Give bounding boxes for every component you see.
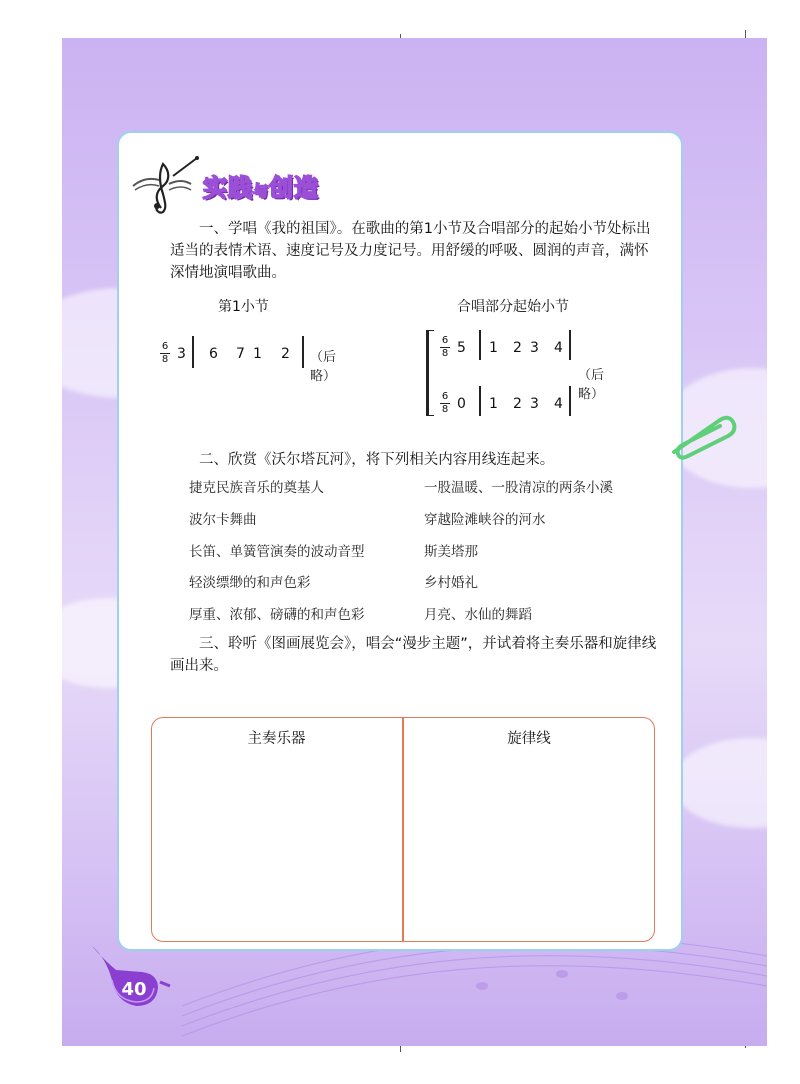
bar-line — [569, 330, 571, 360]
column-header-instrument: 主奏乐器 — [247, 731, 306, 747]
answer-cell-melody[interactable] — [405, 752, 653, 938]
match-right-item[interactable]: 穿越险滩峡谷的河水 — [424, 512, 546, 528]
omitted-mark: （后略） — [578, 368, 605, 402]
note: 6 — [209, 346, 218, 362]
bar-line — [479, 386, 481, 416]
match-right-item[interactable]: 斯美塔那 — [424, 544, 478, 560]
omitted-mark: （后略） — [310, 350, 337, 384]
note: 2 — [513, 396, 522, 412]
bar-line — [569, 386, 571, 416]
note: 1 — [489, 340, 498, 356]
time-signature: 6 8 — [441, 391, 449, 415]
note: 1 — [253, 346, 262, 362]
note: 4 — [554, 340, 563, 356]
time-signature: 6 8 — [161, 341, 169, 365]
note: 1 — [489, 396, 498, 412]
section1-instructions: 一、学唱《我的祖国》。在歌曲的第1小节及合唱部分的起始小节处标出适当的表情术语、速度记号及力度记号。用舒缓的呼吸、圆润的声音，满怀深情地演唱歌曲。 — [170, 221, 651, 281]
bar-line — [479, 330, 481, 360]
note: 2 — [513, 340, 522, 356]
note: 0 — [457, 396, 466, 412]
note: 3 — [530, 396, 539, 412]
answer-cell-instrument[interactable] — [153, 752, 400, 938]
treble-clef-icon — [125, 150, 205, 214]
label-first-measure: 第1小节 — [218, 299, 269, 315]
note: 3 — [530, 340, 539, 356]
table-divider — [402, 717, 404, 942]
match-left-item[interactable]: 厚重、浓郁、磅礴的和声色彩 — [189, 607, 365, 623]
section-header — [125, 150, 355, 220]
crop-mark — [400, 1046, 401, 1052]
section-title: 实践与创造 — [203, 174, 320, 202]
staff-brace — [426, 330, 434, 416]
column-header-melody: 旋律线 — [507, 731, 551, 747]
section3-instructions: 三、聆听《图画展览会》，唱会“漫步主题”，并试着将主奏乐器和旋律线画出来。 — [170, 636, 657, 674]
crop-mark — [745, 30, 746, 38]
note: 2 — [281, 346, 290, 362]
note: 5 — [457, 340, 466, 356]
paperclip-icon — [668, 412, 738, 462]
match-right-item[interactable]: 乡村婚礼 — [424, 575, 478, 591]
match-left-item[interactable]: 捷克民族音乐的奠基人 — [189, 480, 324, 496]
cloud-decoration — [672, 738, 767, 828]
match-right-item[interactable]: 一股温暖、一股清凉的两条小溪 — [424, 480, 613, 496]
time-signature: 6 8 — [441, 335, 449, 359]
match-left-item[interactable]: 轻淡缥缈的和声色彩 — [189, 575, 311, 591]
bar-line — [192, 336, 194, 368]
bar-line — [302, 336, 304, 368]
note: 7 — [236, 346, 245, 362]
match-right-item[interactable]: 月亮、水仙的舞蹈 — [424, 607, 532, 623]
match-left-item[interactable]: 长笛、单簧管演奏的波动音型 — [189, 544, 365, 560]
note: 3 — [177, 346, 186, 362]
section2-instructions: 二、欣赏《沃尔塔瓦河》，将下列相关内容用线连起来。 — [199, 452, 555, 468]
page-number: 40 — [121, 979, 147, 1000]
match-left-item[interactable]: 波尔卡舞曲 — [189, 512, 257, 528]
note: 4 — [554, 396, 563, 412]
label-chorus-start: 合唱部分起始小节 — [457, 299, 569, 315]
